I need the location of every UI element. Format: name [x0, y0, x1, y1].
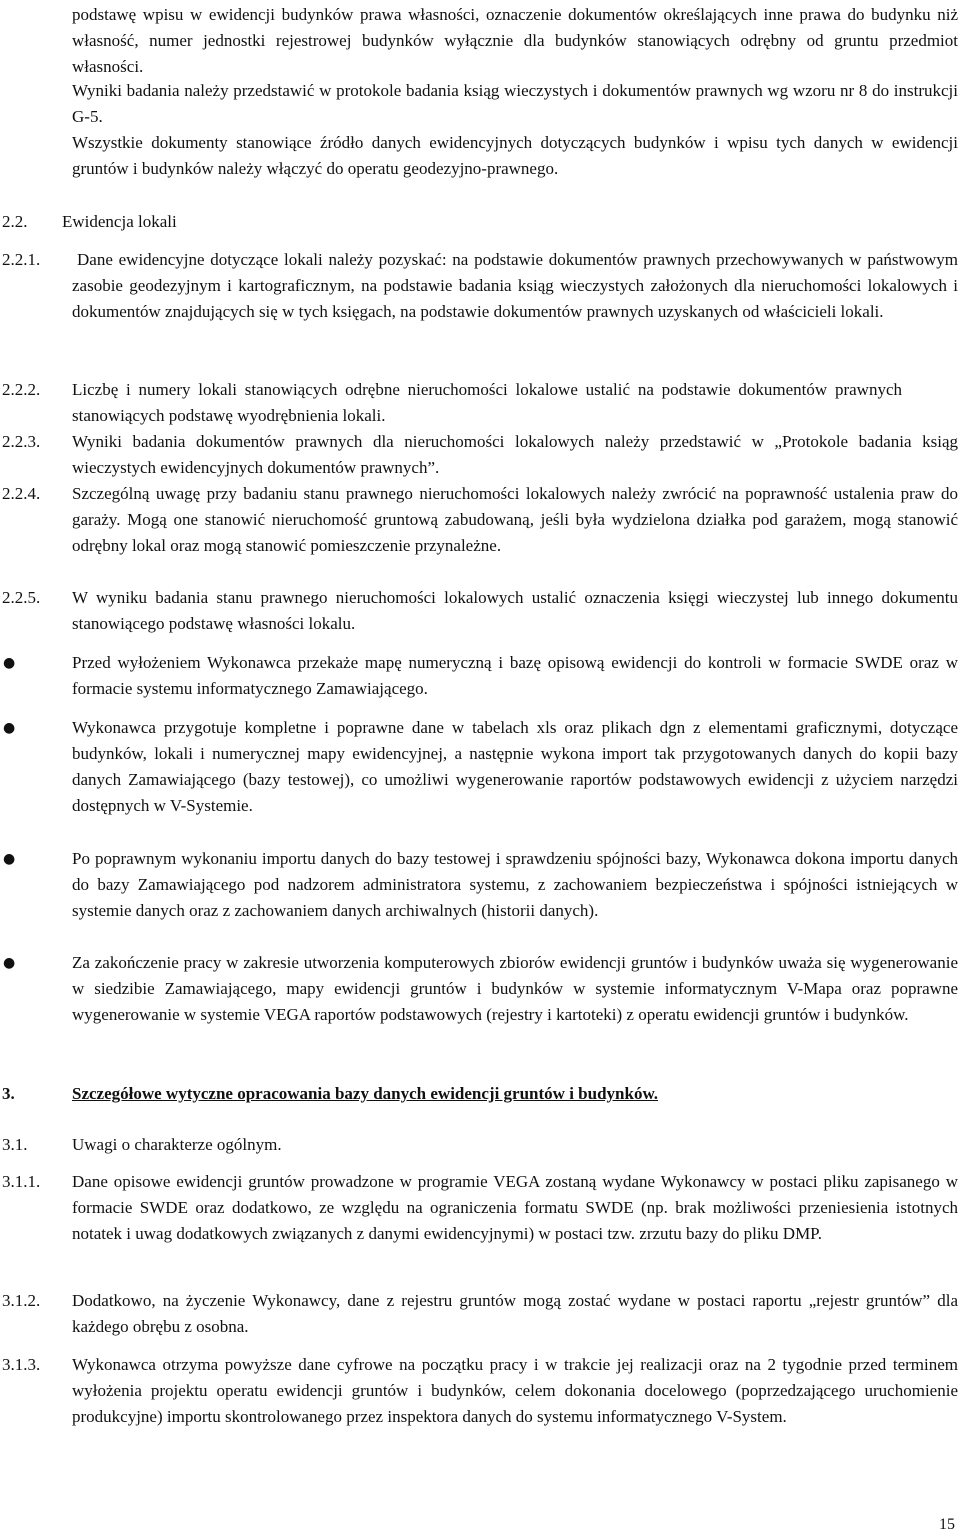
item-number: 2.2.5. — [2, 588, 41, 607]
item-number: 2.2.3. — [2, 432, 41, 451]
bullet-icon: ● — [3, 720, 16, 736]
bullet-item: Po poprawnym wykonaniu importu danych do bazy testowej i sprawdzeniu spójności bazy, Wykonawca dokona importu danych do bazy Zamawiającego pod nadzorem administratora systemu, z zachowaniem bezpieczeństwa i spójności istniejących w systemie danych oraz z zachowaniem danych archiwalnych (historii danych). — [72, 849, 958, 920]
bullet-item: Za zakończenie pracy w zakresie utworzenia komputerowych zbiorów ewidencji gruntów i budynków uważa się wygenerowanie w siedzibie Zamawiającego, mapy ewidencji gruntów i budynków w systemie informatycznym V-Mapa oraz poprawne wygenerowanie w systemie VEGA raportów podstawowych (rejestry i kartoteki) z operatu ewidencji gruntów i budynków. — [72, 953, 958, 1024]
intro-paragraph-2: Wyniki badania należy przedstawić w protokole badania ksiąg wieczystych i dokumentów prawnych wg wzoru nr 8 do instrukcji G-5. — [72, 81, 958, 126]
intro-paragraph-3: Wszystkie dokumenty stanowiące źródło danych ewidencyjnych dotyczących budynków i wpisu tych danych w ewidencji gruntów i budynków należy włączyć do operatu geodezyjno-prawnego. — [72, 133, 958, 178]
bullet-icon: ● — [3, 955, 16, 971]
item-text: W wyniku badania stanu prawnego nieruchomości lokalowych ustalić oznaczenia księgi wieczystej lub innego dokumentu stanowiącego podstawę własności lokalu. — [72, 588, 958, 633]
item-number: 2.2.1. — [2, 250, 41, 269]
bullet-icon: ● — [3, 655, 16, 671]
section-number: 3.1. — [2, 1135, 28, 1154]
item-number: 3.1.1. — [2, 1172, 41, 1191]
item-number: 2.2.2. — [2, 380, 41, 399]
item-text: Dane opisowe ewidencji gruntów prowadzone w programie VEGA zostaną wydane Wykonawcy w postaci pliku zapisanego w formacie SWDE oraz dodatkowo, ze względu na ograniczenia formatu SWDE (np. brak możliwości przeniesienia istotnych notatek i uwag dodatkowych związanych z danymi ewidencyjnymi) w postaci tzw. zrzutu bazy do pliku DMP. — [72, 1172, 958, 1243]
section-number: 3. — [2, 1084, 15, 1103]
intro-paragraph-1: podstawę wpisu w ewidencji budynków prawa własności, oznaczenie dokumentów określających inne prawa do budynku niż własność, numer jednostki rejestrowej budynków wyłącznie dla budynków stanowiących odrębny od gruntu przedmiot własności. — [72, 5, 958, 76]
item-text: Dodatkowo, na życzenie Wykonawcy, dane z rejestru gruntów mogą zostać wydane w postaci raportu „rejestr gruntów” dla każdego obrębu z osobna. — [72, 1291, 958, 1336]
item-number: 3.1.3. — [2, 1355, 41, 1374]
item-number: 2.2.4. — [2, 484, 41, 503]
section-title: Szczegółowe wytyczne opracowania bazy danych ewidencji gruntów i budynków. — [72, 1084, 659, 1103]
bullet-icon: ● — [3, 851, 16, 867]
bullet-item: Przed wyłożeniem Wykonawca przekaże mapę numeryczną i bazę opisową ewidencji do kontroli w formacie SWDE oraz w formacie systemu informatycznego Zamawiającego. — [72, 653, 958, 698]
item-number: 3.1.2. — [2, 1291, 41, 1310]
section-title: Uwagi o charakterze ogólnym. — [72, 1135, 282, 1154]
item-text: Wykonawca otrzyma powyższe dane cyfrowe na początku pracy i w trakcie jej realizacji oraz na 2 tygodnie przed terminem wyłożenia projektu operatu ewidencji gruntów i budynków, celem dokonania docelowego (poprzedzającego uruchomienie produkcyjne) importu skontrolowanego przez inspektora danych do systemu informatycznego V-System. — [72, 1355, 958, 1426]
bullet-item: Wykonawca przygotuje kompletne i poprawne dane w tabelach xls oraz plikach dgn z elementami graficznymi, dotyczące budynków, lokali i numerycznej mapy ewidencyjnej, a następnie wykona import tak przygotowanych danych do kopii bazy danych Zamawiającego (bazy testowej), co umożliwi wygenerowanie raportów podstawowych ewidencji z użyciem narzędzi dostępnych w V-Systemie. — [72, 718, 958, 815]
item-text: Liczbę i numery lokali stanowiących odrębne nieruchomości lokalowe ustalić na podstawie dokumentów prawnych stanowiących podstawę wyodrębnienia lokali. — [72, 380, 902, 425]
item-text: Wyniki badania dokumentów prawnych dla nieruchomości lokalowych należy przedstawić w „Protokole badania ksiąg wieczystych ewidencyjnych dokumentów prawnych”. — [72, 432, 958, 477]
section-title: Ewidencja lokali — [62, 212, 177, 231]
section-number: 2.2. — [2, 212, 28, 231]
item-text: Dane ewidencyjne dotyczące lokali należy pozyskać: na podstawie dokumentów prawnych przechowywanych w państwowym zasobie geodezyjnym i kartograficznym, na podstawie badania ksiąg wieczystych założonych dla nieruchomości lokalowych i dokumentów znajdujących się w tych księgach, na podstawie dokumentów prawnych uzyskanych od właścicieli lokali. — [72, 250, 958, 321]
item-text: Szczególną uwagę przy badaniu stanu prawnego nieruchomości lokalowych należy zwrócić na poprawność ustalenia praw do garaży. Mogą one stanowić nieruchomość gruntową zabudowaną, jeśli była wydzielona działka pod garażem, mogą stanowić odrębny lokal oraz mogą stanowić pomieszczenie przynależne. — [72, 484, 958, 555]
page-number: 15 — [939, 1516, 955, 1533]
